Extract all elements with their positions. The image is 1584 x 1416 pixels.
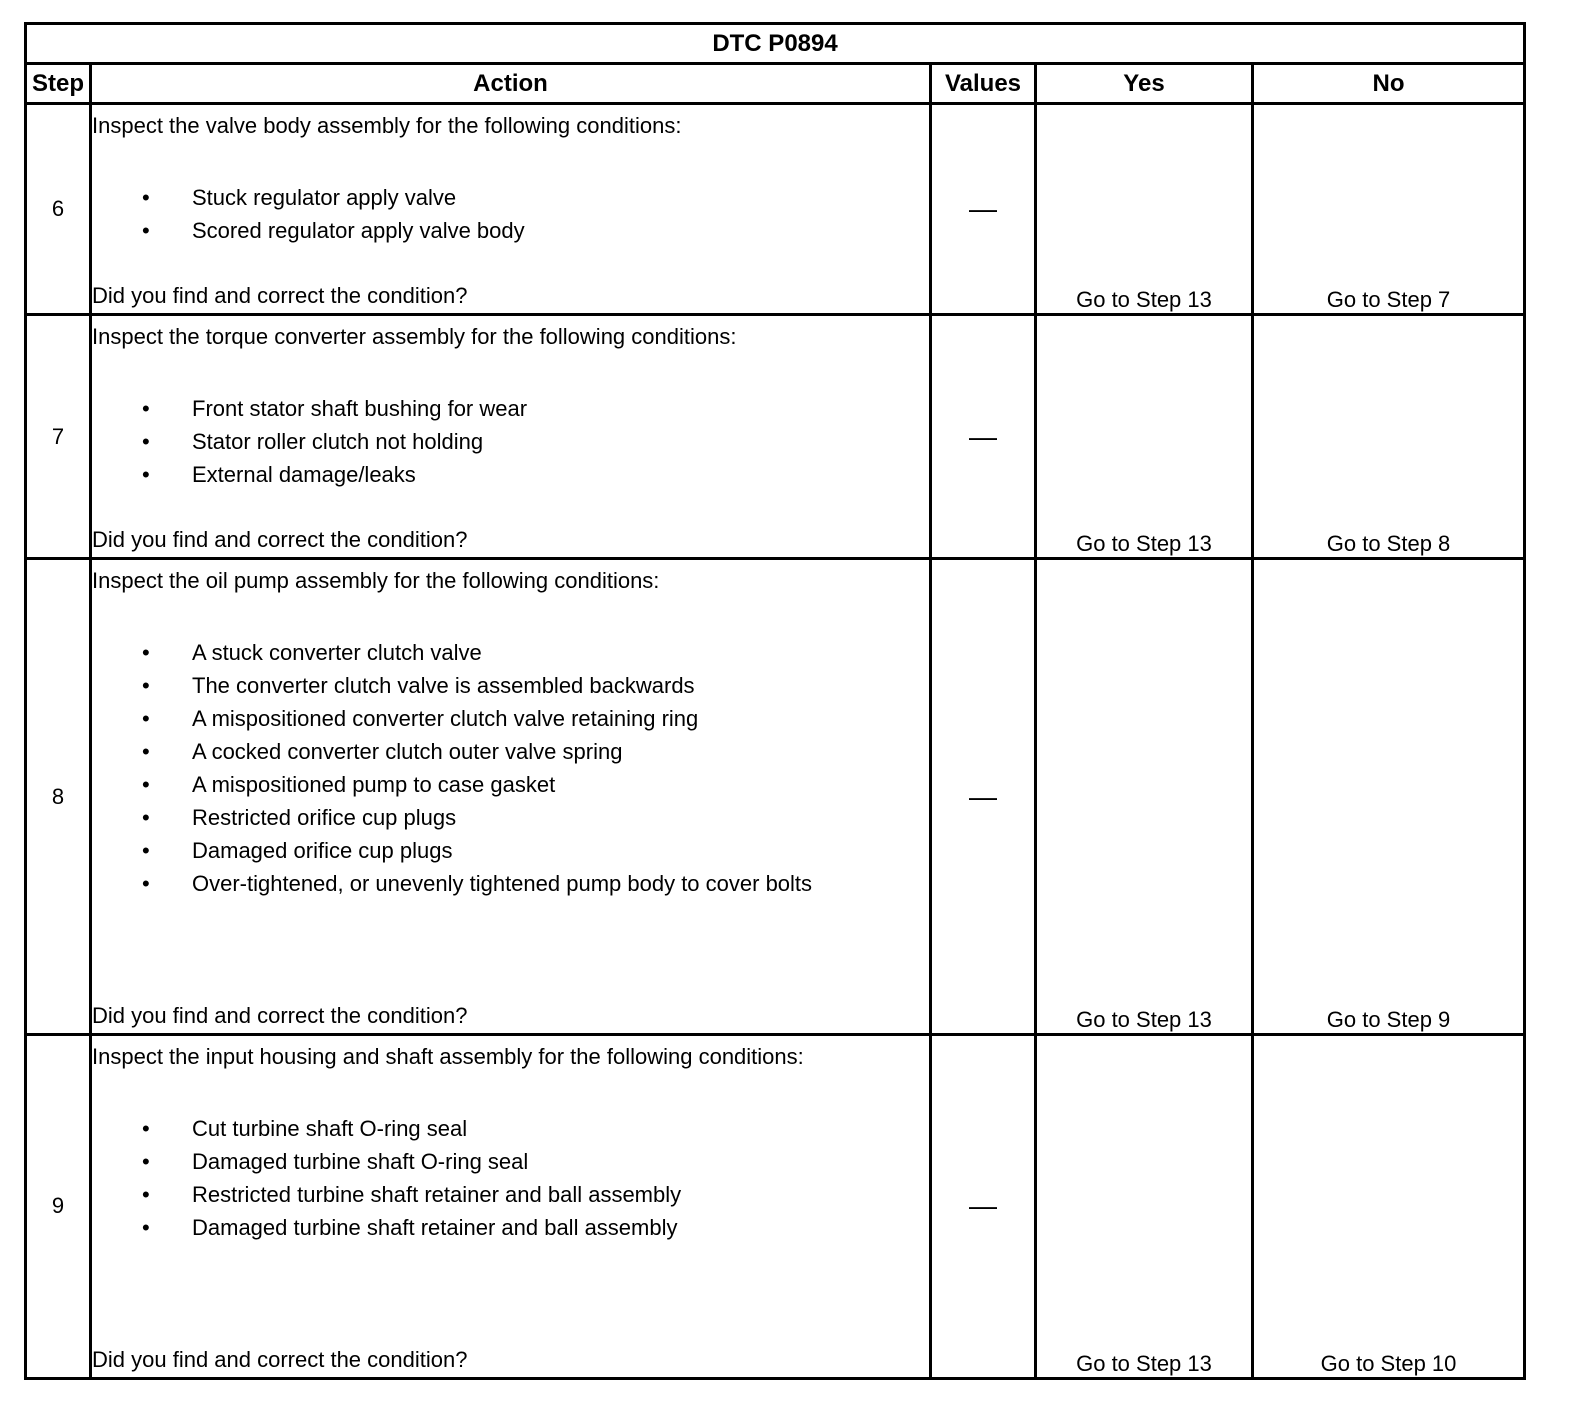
action-cell	[91, 559, 931, 1034]
list-item: • Stator roller clutch not holding	[192, 425, 929, 458]
no-cell: Go to Step 8	[1253, 315, 1525, 559]
condition-list	[92, 181, 929, 247]
action-question: Did you find and correct the condition?	[92, 1002, 468, 1028]
table-title: DTC P0894	[26, 24, 1525, 64]
list-item: • A mispositioned pump to case gasket	[192, 768, 929, 801]
step-number: 7	[26, 315, 91, 559]
action-cell	[91, 315, 931, 559]
title-row	[26, 24, 1525, 64]
condition-list	[92, 392, 929, 491]
step-number: 9	[26, 1034, 91, 1378]
header-step: Step	[26, 64, 91, 104]
list-item: • Restricted turbine shaft retainer and ball assembly	[192, 1178, 929, 1211]
action-intro: Inspect the input housing and shaft assembly for the following conditions:	[92, 1043, 804, 1069]
list-item: • The converter clutch valve is assembled backwards	[192, 669, 929, 702]
action-question: Did you find and correct the condition?	[92, 527, 468, 553]
table-row	[26, 1034, 1525, 1378]
action-intro: Inspect the valve body assembly for the following conditions:	[92, 113, 682, 139]
list-item: • Cut turbine shaft O-ring seal	[192, 1112, 929, 1145]
header-row	[26, 64, 1525, 104]
list-item: • A cocked converter clutch outer valve spring	[192, 735, 929, 768]
action-question: Did you find and correct the condition?	[92, 283, 468, 309]
value-cell: —	[931, 104, 1036, 315]
condition-list	[92, 1112, 929, 1244]
condition-list	[92, 636, 929, 900]
value-cell: —	[931, 315, 1036, 559]
no-cell: Go to Step 7	[1253, 104, 1525, 315]
list-item: • External damage/leaks	[192, 458, 929, 491]
list-item: • Front stator shaft bushing for wear	[192, 392, 929, 425]
header-action: Action	[91, 64, 931, 104]
header-values: Values	[931, 64, 1036, 104]
yes-cell: Go to Step 13	[1036, 104, 1253, 315]
step-number: 8	[26, 559, 91, 1034]
table-row	[26, 315, 1525, 559]
list-item: • Stuck regulator apply valve	[192, 181, 929, 214]
action-cell	[91, 1034, 931, 1378]
header-no: No	[1253, 64, 1525, 104]
action-intro: Inspect the oil pump assembly for the following conditions:	[92, 568, 660, 594]
yes-cell: Go to Step 13	[1036, 315, 1253, 559]
list-item: • Over-tightened, or unevenly tightened pump body to cover bolts	[192, 867, 929, 900]
action-question: Did you find and correct the condition?	[92, 1347, 468, 1372]
list-item: • Restricted orifice cup plugs	[192, 801, 929, 834]
action-cell	[91, 104, 931, 315]
table-row	[26, 559, 1525, 1034]
list-item: • A mispositioned converter clutch valve retaining ring	[192, 702, 929, 735]
dtc-table	[24, 22, 1526, 1380]
yes-cell: Go to Step 13	[1036, 1034, 1253, 1378]
step-number: 6	[26, 104, 91, 315]
header-yes: Yes	[1036, 64, 1253, 104]
list-item: • Damaged turbine shaft O-ring seal	[192, 1145, 929, 1178]
action-intro: Inspect the torque converter assembly for the following conditions:	[92, 324, 737, 350]
yes-cell: Go to Step 13	[1036, 559, 1253, 1034]
no-cell: Go to Step 9	[1253, 559, 1525, 1034]
list-item: • Damaged orifice cup plugs	[192, 834, 929, 867]
table-row	[26, 104, 1525, 315]
value-cell: —	[931, 559, 1036, 1034]
list-item: • Damaged turbine shaft retainer and ball assembly	[192, 1211, 929, 1244]
list-item: • Scored regulator apply valve body	[192, 214, 929, 247]
no-cell: Go to Step 10	[1253, 1034, 1525, 1378]
list-item: • A stuck converter clutch valve	[192, 636, 929, 669]
value-cell: —	[931, 1034, 1036, 1378]
